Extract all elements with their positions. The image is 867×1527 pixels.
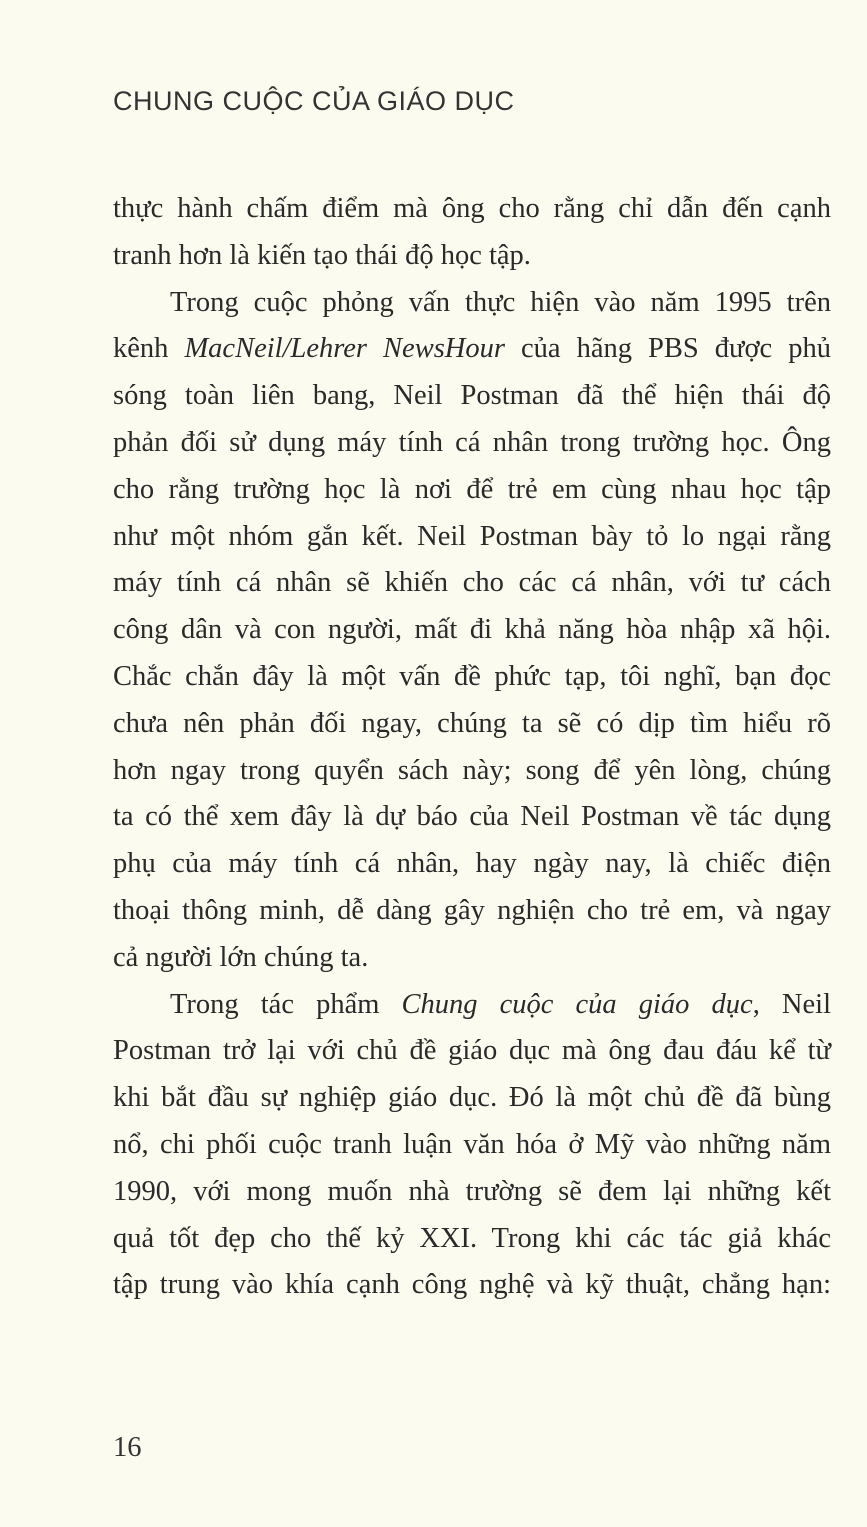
text-line: Trong cuộc phỏng vấn thực hiện vào năm 1995 trên xyxy=(170,286,831,318)
text-line xyxy=(113,982,831,1029)
text-line: Chắc chắn đây là một vấn đề phức tạp, tôi nghĩ, bạn đọc xyxy=(113,660,831,692)
text-line: 1990, với mong muốn nhà trường sẽ đem lại những kết xyxy=(113,1175,831,1207)
text-line: phụ của máy tính cá nhân, hay ngày nay, là chiếc điện xyxy=(113,848,831,880)
body-text xyxy=(113,186,831,1309)
text-run: Trong tác phẩm xyxy=(170,988,402,1020)
text-line: cả người lớn chúng ta. xyxy=(113,941,369,973)
text-line: quả tốt đẹp cho thế kỷ XXI. Trong khi các tác giả khác xyxy=(113,1222,831,1254)
text-line: như một nhóm gắn kết. Neil Postman bày tỏ lo ngại rằng xyxy=(113,520,831,552)
text-line: chưa nên phản đối ngay, chúng ta sẽ có dịp tìm hiểu rõ xyxy=(113,707,831,739)
page-number: 16 xyxy=(113,1432,142,1463)
text-run: , Neil xyxy=(752,988,831,1020)
text-line: thoại thông minh, dễ dàng gây nghiện cho trẻ em, và ngay xyxy=(113,894,831,926)
text-line: ta có thể xem đây là dự báo của Neil Postman về tác dụng xyxy=(113,801,831,833)
text-run: của hãng PBS được phủ xyxy=(504,333,831,365)
text-run: kênh xyxy=(113,333,185,365)
text-line: Postman trở lại với chủ đề giáo dục mà ông đau đáu kể từ xyxy=(113,1035,831,1067)
text-line: phản đối sử dụng máy tính cá nhân trong trường học. Ông xyxy=(113,426,831,458)
text-line: nổ, chi phối cuộc tranh luận văn hóa ở Mỹ vào những năm xyxy=(113,1128,831,1160)
text-line: sóng toàn liên bang, Neil Postman đã thể hiện thái độ xyxy=(113,380,831,412)
program-title-italic: MacNeil/Lehrer NewsHour xyxy=(184,333,505,365)
text-line: hơn ngay trong quyển sách này; song để yên lòng, chúng xyxy=(113,754,831,786)
running-head-title: CHUNG CUỘC CỦA GIÁO DỤC xyxy=(113,86,515,116)
text-line xyxy=(113,326,831,373)
text-line: thực hành chấm điểm mà ông cho rằng chỉ dẫn đến cạnh xyxy=(113,193,831,224)
text-line: máy tính cá nhân sẽ khiến cho các cá nhân, với tư cách xyxy=(113,567,831,599)
text-line: công dân và con người, mất đi khả năng hòa nhập xã hội. xyxy=(113,614,831,646)
text-line: cho rằng trường học là nơi để trẻ em cùng nhau học tập xyxy=(113,473,831,505)
book-title-italic: Chung cuộc của giáo dục xyxy=(401,988,753,1020)
text-line: tranh hơn là kiến tạo thái độ học tập. xyxy=(113,239,531,271)
text-line: tập trung vào khía cạnh công nghệ và kỹ thuật, chẳng hạn: xyxy=(113,1269,831,1301)
text-line: khi bắt đầu sự nghiệp giáo dục. Đó là một chủ đề đã bùng xyxy=(113,1082,831,1114)
